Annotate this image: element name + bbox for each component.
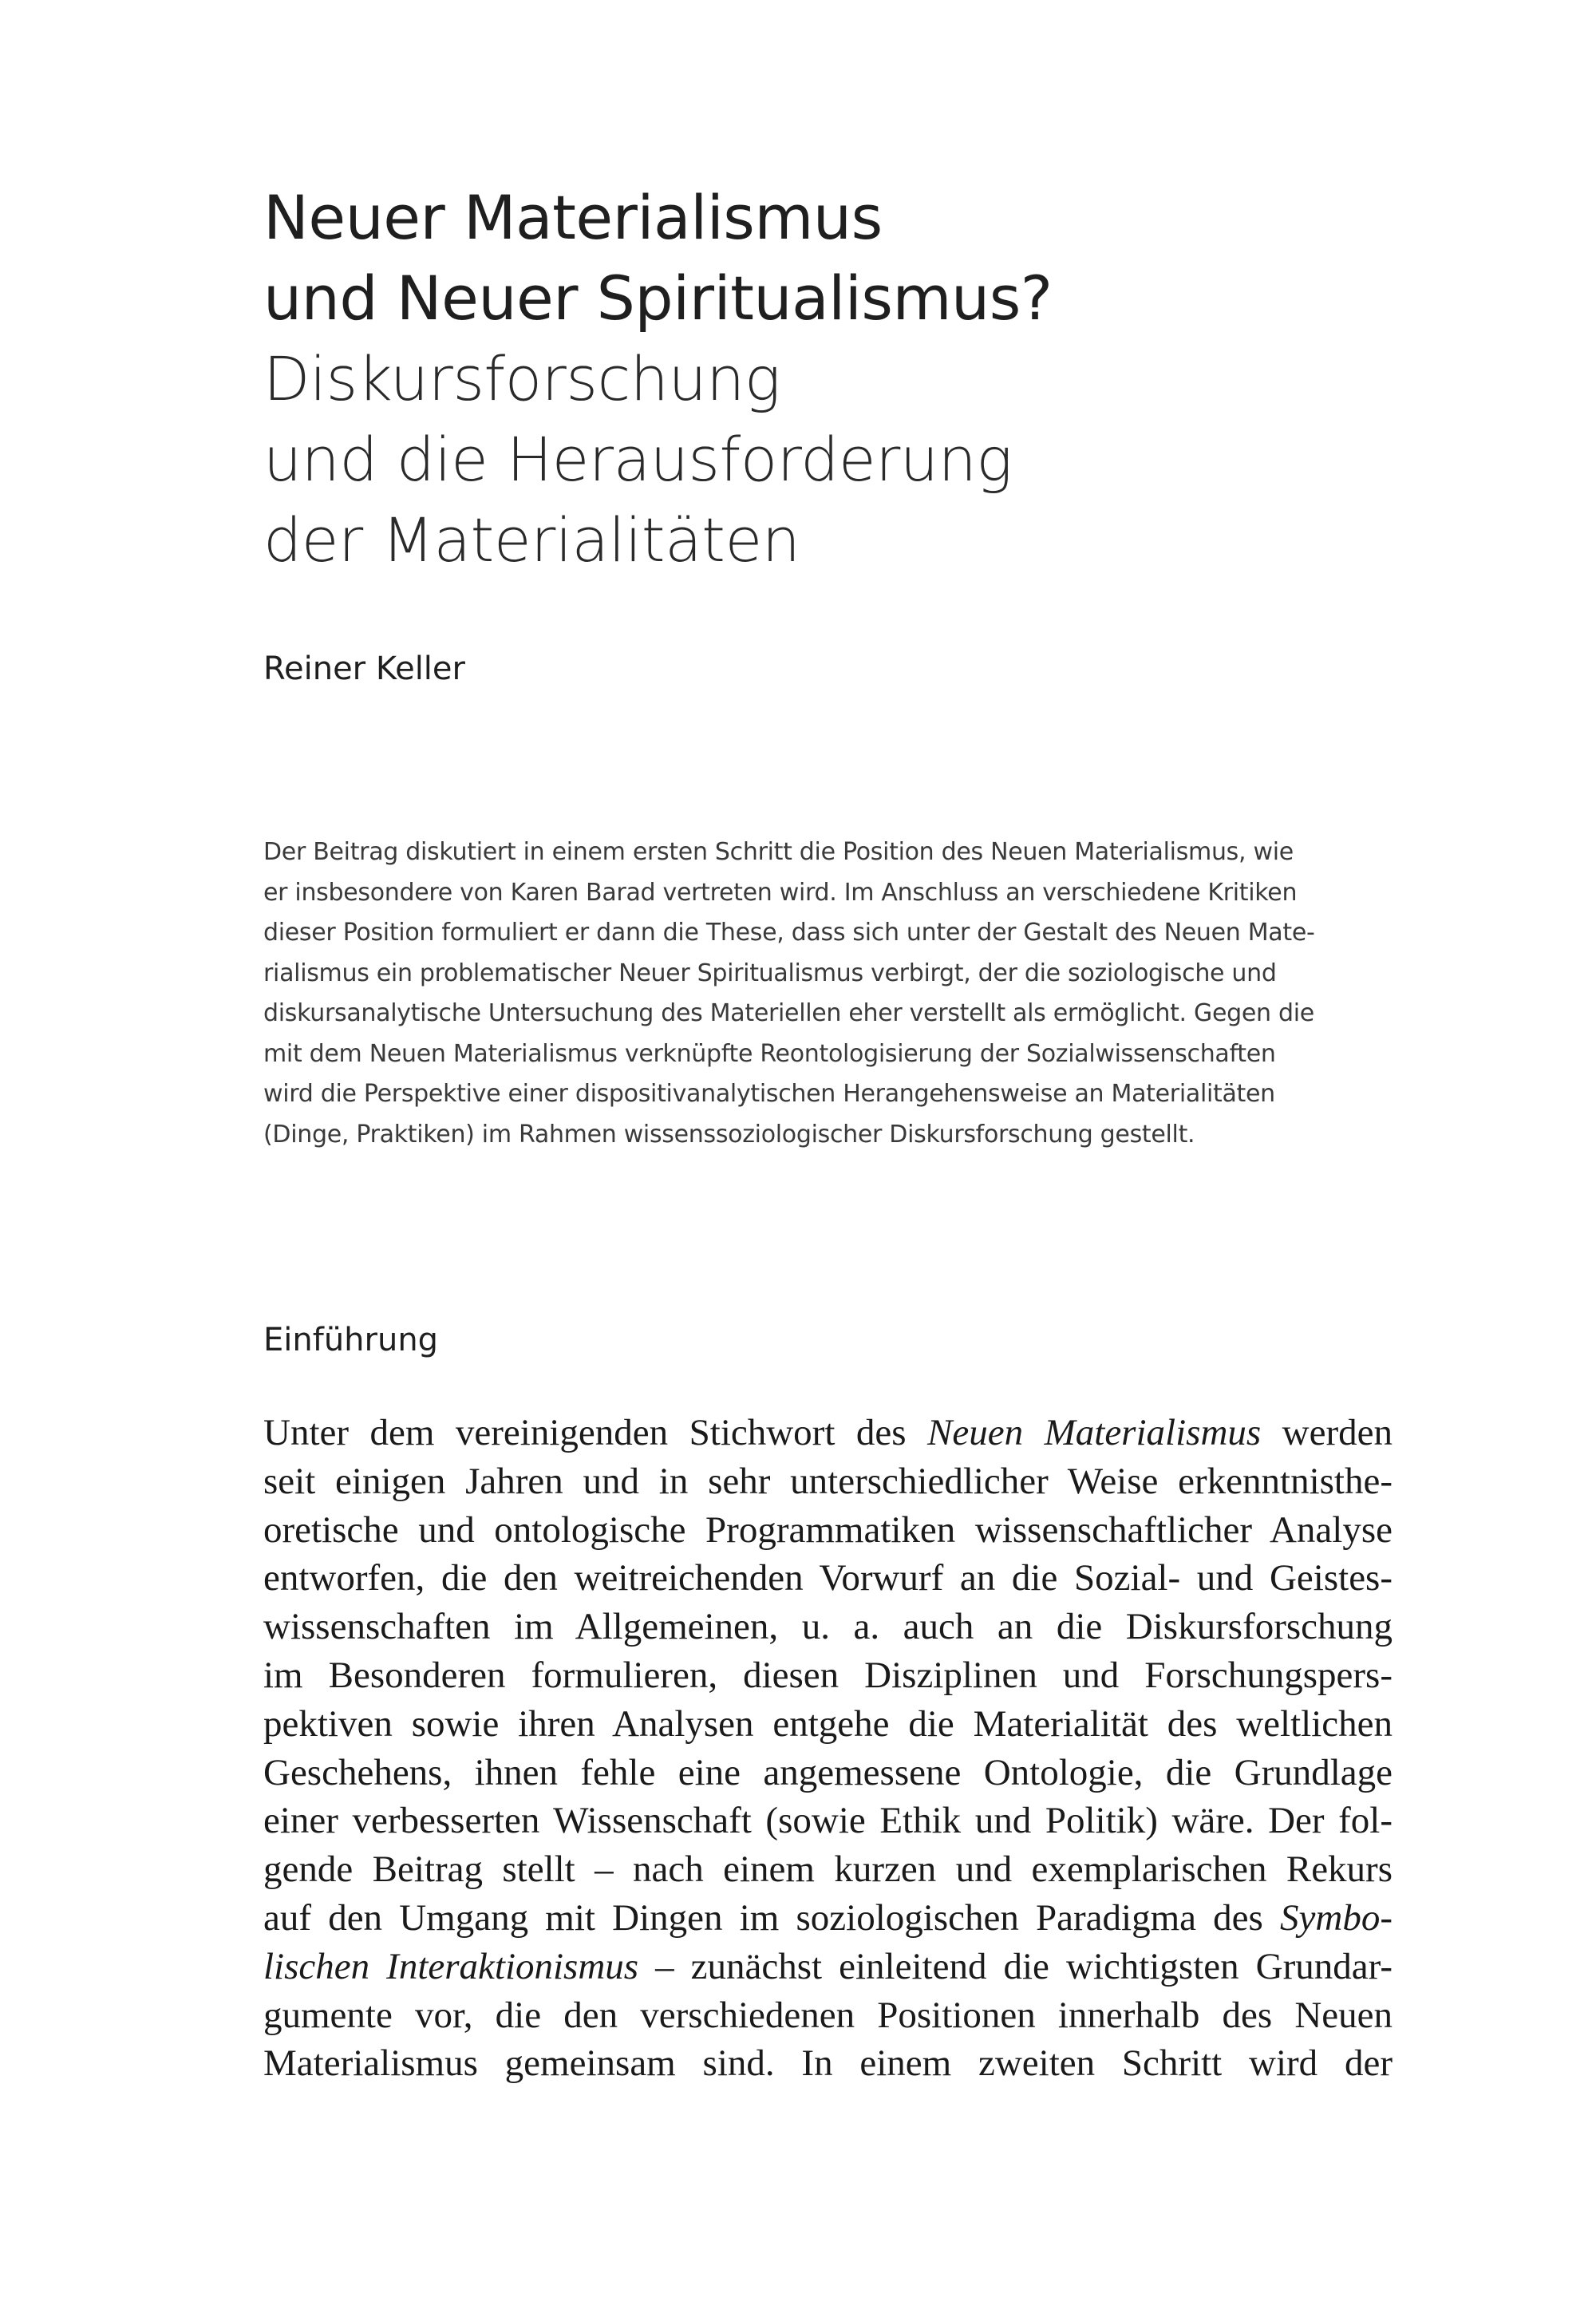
body-line: oretische und ontologische Programmatiken wissenschaftlicher Analyse [263, 1508, 1393, 1551]
body-text-run: werden [1261, 1412, 1393, 1453]
abstract-line: mit dem Neuen Materialismus verknüpfte Reontologisierung der Sozialwissenschaften [263, 1039, 1276, 1068]
abstract-line: rialismus ein problematischer Neuer Spiritualismus verbirgt, der die soziologische und [263, 959, 1277, 987]
body-text-run: Unter dem vereinigenden Stichwort des [263, 1412, 928, 1453]
abstract [263, 832, 1396, 1155]
body-line [263, 1943, 1393, 1991]
body-text-run: auf den Umgang mit Dingen im soziologischen Paradigma des [263, 1896, 1281, 1939]
body-line: entworfen, die den weitreichenden Vorwurf an die Sozial- und Geistes- [263, 1557, 1393, 1599]
body-line: Materialismus gemeinsam sind. In einem zweiten Schritt wird der [263, 2042, 1393, 2085]
title-main-line-1: Neuer Materialismus [263, 182, 883, 253]
body-line: pektiven sowie ihren Analysen entgehe die Materialität des weltlichen [263, 1702, 1393, 1745]
body-line: seit einigen Jahren und in sehr unterschiedlicher Weise erkenntnisthe- [263, 1460, 1393, 1502]
emphasis-text: Symbo- [1280, 1896, 1393, 1939]
body-line: einer verbesserten Wissenschaft (sowie Ethik und Politik) wäre. Der fol- [263, 1800, 1393, 1842]
abstract-line: (Dinge, Praktiken) im Rahmen wissenssoziologischer Diskursforschung gestellt. [263, 1120, 1195, 1149]
abstract-line: er insbesondere von Karen Barad vertreten wird. Im Anschluss an verschiedene Kritiken [263, 878, 1298, 907]
emphasis-text: lischen Interaktionismus [263, 1945, 639, 1987]
body-line: im Besonderen formulieren, diesen Disziplinen und Forschungspers- [263, 1654, 1393, 1696]
body-line [263, 1409, 1393, 1457]
section-heading: Einführung [263, 1322, 439, 1358]
subtitle-line-1: Diskursforschung [263, 343, 780, 414]
subtitle-line-3: der Materialitäten [263, 504, 800, 575]
author-name: Reiner Keller [263, 650, 465, 687]
body-line: wissenschaften im Allgemeinen, u. a. auch an die Diskursforschung [263, 1606, 1393, 1648]
body-text-run: – zunächst einleitend die wichtigsten Grundar- [638, 1945, 1393, 1987]
body-line [263, 1894, 1393, 1943]
abstract-line: Der Beitrag diskutiert in einem ersten Schritt die Position des Neuen Materialismus, wie [263, 838, 1294, 866]
chapter-title [263, 177, 1396, 580]
body-text [263, 1409, 1393, 2088]
title-main-line-2: und Neuer Spiritualismus? [263, 263, 1053, 334]
body-line: Geschehens, ihnen fehle eine angemessene Ontologie, die Grundlage [263, 1751, 1393, 1793]
subtitle-line-2: und die Herausforderung [263, 424, 1013, 495]
abstract-line: diskursanalytische Untersuchung des Materiellen eher verstellt als ermöglicht. Gegen die [263, 999, 1314, 1027]
abstract-line: dieser Position formuliert er dann die These, dass sich unter der Gestalt des Neuen Mate- [263, 919, 1315, 947]
abstract-line: wird die Perspektive einer dispositivanalytischen Herangehensweise an Materialitäten [263, 1080, 1275, 1108]
body-line: gende Beitrag stellt – nach einem kurzen und exemplarischen Rekurs [263, 1848, 1393, 1891]
emphasis-text: Neuen Materialismus [927, 1412, 1262, 1453]
body-line: gumente vor, die den verschiedenen Positionen innerhalb des Neuen [263, 1994, 1393, 2036]
